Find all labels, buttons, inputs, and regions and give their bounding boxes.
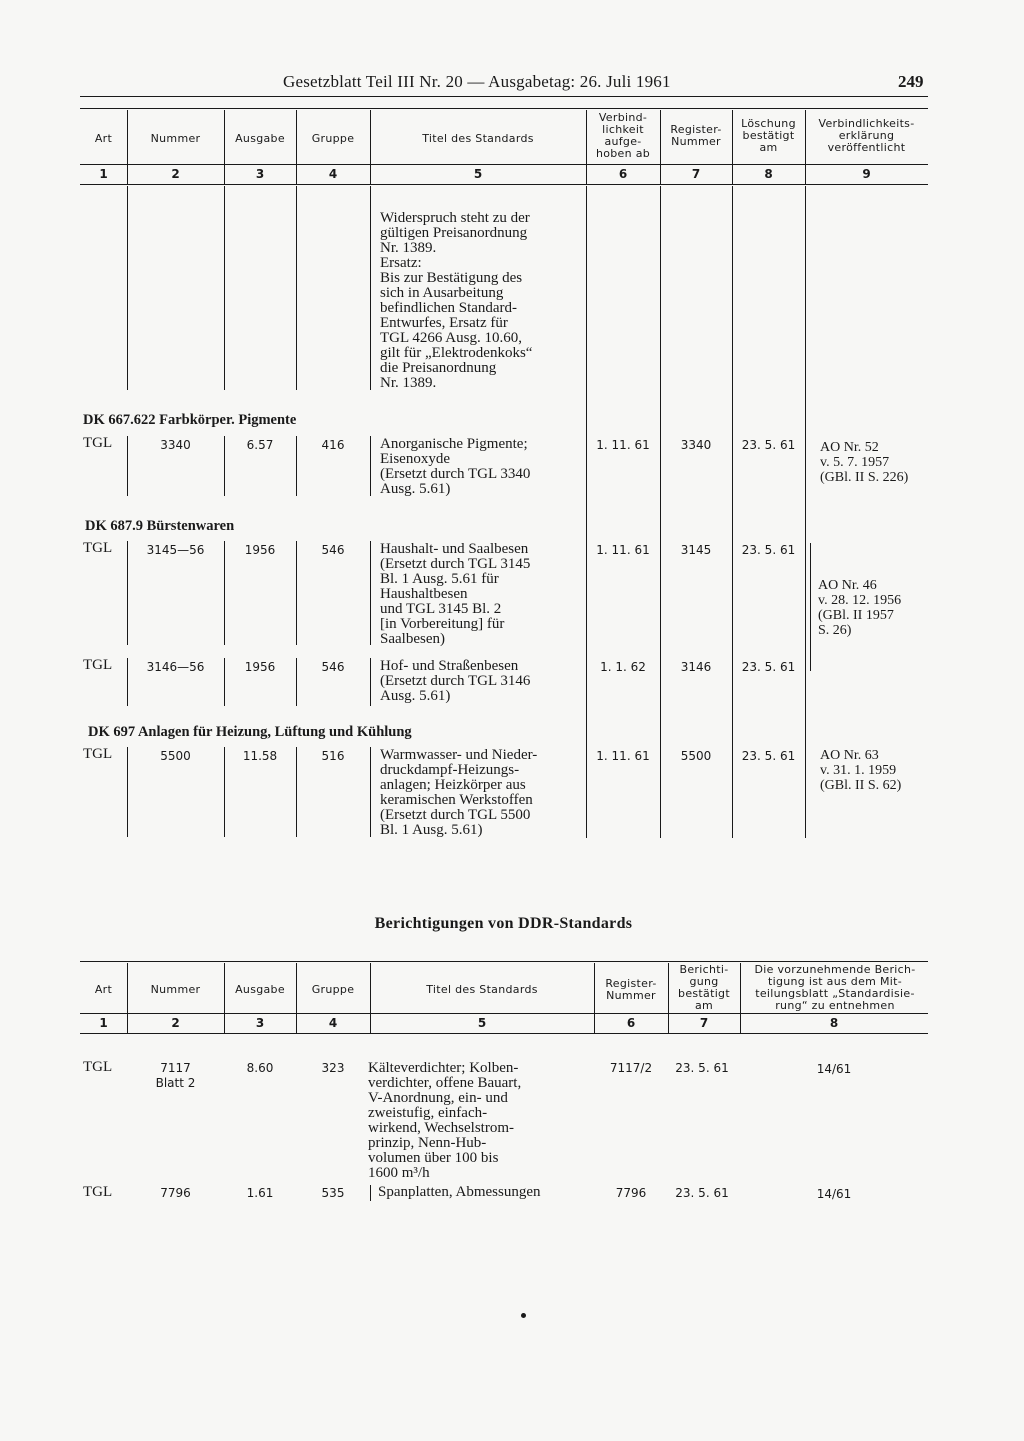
cell-art: TGL: [83, 435, 113, 451]
cell-gruppe: 546: [321, 660, 345, 674]
cell-gruppe: 546: [321, 543, 345, 557]
cell-ausgabe: 11.58: [242, 749, 278, 763]
cell-nummer: 5500: [160, 749, 191, 763]
col-number: 2: [171, 167, 180, 181]
table1-top-rule: [80, 108, 928, 109]
table2-top-rule: [80, 961, 928, 962]
col-header-art: Art: [94, 983, 113, 996]
cell-register: 3145: [680, 543, 712, 557]
cell-titel: Kälteverdichter; Kolben- verdichter, offene Bauart, V-Anordnung, ein- und zweistufig, einfach- wirkend, Wechselstrom- prinzip, Nenn-Hub- volumen über 100 bis 1600 m³/h: [368, 1060, 522, 1181]
cell-ausgabe: 1956: [244, 660, 276, 674]
bracket-rule: [810, 543, 811, 671]
column-rule: [586, 186, 587, 838]
table2-header-rule: [80, 1013, 928, 1014]
page-number: 249: [898, 72, 924, 91]
col-header-titel: Titel des Standards: [426, 983, 538, 996]
cell-loeschung: 23. 5. 61: [741, 543, 796, 557]
cell-register: 7117/2: [609, 1061, 653, 1075]
cell-register: 3146: [680, 660, 712, 674]
column-rule: [370, 747, 371, 837]
column-rule: [370, 436, 371, 496]
header-rule: [80, 96, 928, 97]
col-header-register: Register- Nummer: [605, 977, 657, 1002]
column-rule: [224, 186, 225, 390]
cell-mitteilungsblatt: 14/61: [816, 1062, 852, 1076]
col-number: 6: [618, 167, 628, 181]
cell-aufgehoben: 1. 1. 62: [600, 660, 646, 674]
cell-loeschung: 23. 5. 61: [741, 660, 796, 674]
col-number: 1: [99, 167, 108, 181]
column-rule: [370, 1185, 371, 1201]
cell-art: TGL: [83, 1059, 113, 1075]
table1-header-rule: [80, 164, 928, 165]
cell-titel: Haushalt- und Saalbesen (Ersetzt durch TGL 3145 Bl. 1 Ausg. 5.61 für Haushaltbesen und TGL 3145 Bl. 2 [in Vorbereitung] für Saalbesen): [380, 541, 531, 647]
col-header-register: Register- Nummer: [670, 123, 722, 148]
cell-art: TGL: [83, 1184, 113, 1200]
cell-titel: Warmwasser- und Nieder- druckdampf-Heizungs- anlagen; Heizkörper aus keramischen Werkstoffen (Ersetzt durch TGL 5500 Bl. 1 Ausg. 5.61): [380, 747, 538, 838]
cell-gruppe: 516: [321, 749, 345, 763]
col-header-gruppe: Gruppe: [311, 132, 355, 145]
table2-colnum-rule: [80, 1033, 928, 1034]
cell-ausgabe: 8.60: [246, 1061, 274, 1075]
col-number: 9: [862, 167, 871, 181]
cell-register: 5500: [680, 749, 712, 763]
cell-veroeffentlicht: AO Nr. 63 v. 31. 1. 1959 (GBl. II S. 62): [820, 748, 902, 793]
col-header-loeschung: Löschung bestätigt am: [741, 117, 796, 154]
column-rule: [660, 186, 661, 838]
col-header-nummer: Nummer: [150, 132, 201, 145]
cell-art: TGL: [83, 657, 113, 673]
section-heading: DK 667.622 Farbkörper. Pigmente: [83, 412, 297, 428]
cell-aufgehoben: 1. 11. 61: [596, 749, 650, 763]
cell-art: TGL: [83, 540, 113, 556]
cell-ausgabe: 1956: [244, 543, 276, 557]
cell-nummer: 3146—56: [146, 660, 205, 674]
col-number: 5: [473, 167, 483, 181]
col-number: 7: [691, 167, 701, 181]
col-number: 7: [699, 1016, 709, 1030]
cell-veroeffentlicht: AO Nr. 46 v. 28. 12. 1956 (GBl. II 1957 S. 26): [818, 578, 902, 638]
column-rule: [370, 658, 371, 706]
cell-gruppe: 323: [321, 1061, 345, 1075]
col-number: 2: [171, 1016, 180, 1030]
cell-gruppe: 416: [321, 438, 345, 452]
table1-colnum-rule: [80, 184, 928, 185]
col-header-bestaetigt: Berichti- gung bestätigt am: [678, 963, 730, 1012]
column-rule: [370, 186, 371, 390]
col-header-mitteilungsblatt: Die vorzunehmende Berich- tigung ist aus dem Mit- teilungsblatt „Standardisie- rung“ zu entnehmen: [754, 963, 916, 1012]
cell-nummer: 3340: [160, 438, 191, 452]
cell-art: TGL: [83, 746, 113, 762]
cell-nummer: 7117 Blatt 2: [155, 1061, 196, 1090]
column-rule: [805, 186, 806, 838]
column-rule: [732, 186, 733, 838]
col-header-gruppe: Gruppe: [311, 983, 355, 996]
cell-ausgabe: 1.61: [246, 1186, 274, 1200]
cell-bestaetigt: 23. 5. 61: [675, 1186, 729, 1200]
cell-titel: Hof- und Straßenbesen (Ersetzt durch TGL 3146 Ausg. 5.61): [380, 658, 531, 704]
cell-bestaetigt: 23. 5. 61: [675, 1061, 729, 1075]
col-header-aufgehoben: Verbind- lichkeit aufge- hoben ab: [595, 111, 651, 160]
col-header-nummer: Nummer: [150, 983, 201, 996]
col-number: 6: [626, 1016, 636, 1030]
col-header-ausgabe: Ausgabe: [235, 132, 285, 145]
cell-register: 3340: [680, 438, 712, 452]
col-header-veroeffentlicht: Verbindlichkeits- erklärung veröffentlicht: [818, 117, 915, 154]
column-rule: [127, 186, 128, 390]
page-header-title: Gesetzblatt Teil III Nr. 20 — Ausgabetag: 26. Juli 1961: [283, 72, 671, 91]
cell-mitteilungsblatt: 14/61: [816, 1187, 852, 1201]
col-number: 4: [328, 167, 338, 181]
cell-aufgehoben: 1. 11. 61: [596, 543, 650, 557]
col-header-ausgabe: Ausgabe: [235, 983, 285, 996]
column-rule: [296, 186, 297, 390]
col-number: 1: [99, 1016, 108, 1030]
col-header-titel: Titel des Standards: [422, 132, 534, 145]
section-heading: DK 697 Anlagen für Heizung, Lüftung und Kühlung: [88, 724, 412, 740]
continuation-text: Widerspruch steht zu der gültigen Preisanordnung Nr. 1389. Ersatz: Bis zur Bestätigung des sich in Ausarbeitung befindlichen Standard- Entwurfes, Ersatz für TGL 4266 Ausg. 10.60, gilt für „Elektrodenkoks“ die Preisanordnung Nr. 1389.: [380, 210, 533, 391]
col-number: 8: [764, 167, 773, 181]
cell-ausgabe: 6.57: [246, 438, 274, 452]
corrections-heading: Berichtigungen von DDR-Standards: [374, 915, 633, 932]
col-number: 4: [328, 1016, 338, 1030]
cell-nummer: 7796: [160, 1186, 191, 1200]
col-header-art: Art: [94, 132, 113, 145]
cell-loeschung: 23. 5. 61: [741, 438, 796, 452]
cell-aufgehoben: 1. 11. 61: [596, 438, 650, 452]
ink-dot: [521, 1313, 526, 1318]
col-number: 8: [829, 1016, 839, 1030]
cell-veroeffentlicht: AO Nr. 52 v. 5. 7. 1957 (GBl. II S. 226): [820, 440, 909, 485]
col-number: 5: [477, 1016, 487, 1030]
column-rule: [370, 541, 371, 645]
col-number: 3: [255, 1016, 265, 1030]
cell-gruppe: 535: [321, 1186, 345, 1200]
cell-nummer: 3145—56: [146, 543, 205, 557]
col-number: 3: [255, 167, 265, 181]
cell-titel: Anorganische Pigmente; Eisenoxyde (Ersetzt durch TGL 3340 Ausg. 5.61): [380, 436, 531, 497]
cell-loeschung: 23. 5. 61: [741, 749, 796, 763]
section-heading: DK 687.9 Bürstenwaren: [85, 518, 235, 534]
cell-titel: Spanplatten, Abmessungen: [378, 1184, 541, 1200]
cell-register: 7796: [615, 1186, 647, 1200]
